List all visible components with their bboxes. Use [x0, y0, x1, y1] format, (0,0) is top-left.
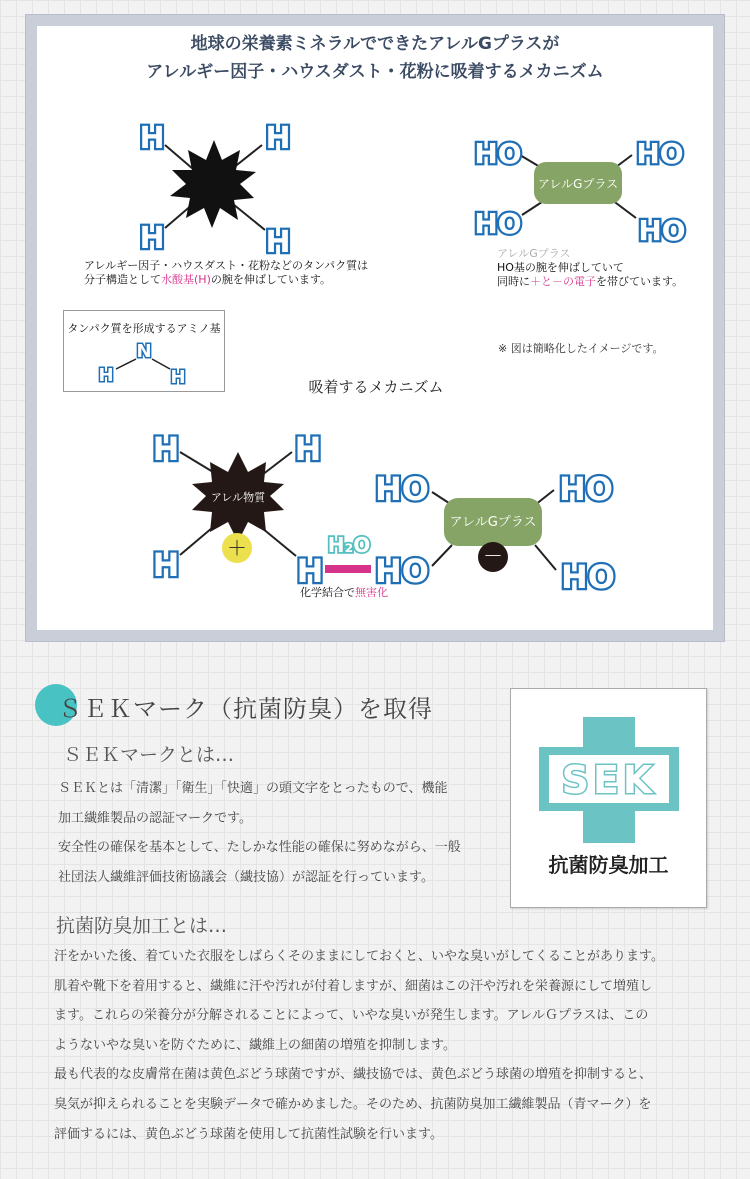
allergen-caption-line2: 分子構造として水酸基(H)の腕を伸ばしています。 — [84, 273, 331, 286]
atom-h: H — [152, 546, 180, 584]
atom-ho: HO — [474, 137, 522, 170]
bond-line — [152, 359, 170, 369]
atom-h: H — [139, 221, 165, 256]
atom-h: H — [296, 552, 324, 590]
atom-ho: HO — [561, 558, 615, 596]
allelg-label: アレルGプラス — [449, 515, 537, 530]
atom-h: H — [265, 121, 291, 156]
sek-what-paragraph — [58, 774, 461, 892]
bond-line — [262, 452, 292, 475]
bond-line — [612, 200, 636, 218]
allelg-molecule — [474, 137, 685, 247]
diagram-title-line1: 地球の栄養素ミネラルでできたアレルGプラスが — [190, 34, 560, 54]
atom-ho: HO — [636, 137, 684, 170]
allelg-caption-line1: HO基の腕を伸ばしていて — [497, 261, 624, 274]
atom-ho: HO — [375, 470, 429, 508]
bond-line — [432, 545, 452, 566]
antibac-line: 肌着や靴下を着用すると、繊維に汗や汚れが付着しますが、細菌はこの汗や汚れを栄養源にして増殖し — [54, 978, 653, 994]
antibac-paragraph — [54, 942, 664, 1149]
bond-line — [180, 528, 212, 555]
atom-h: H — [98, 365, 114, 386]
antibac-line: 臭気が抑えられることを実験データで確かめました。そのため、抗菌防臭加工繊維製品（青マーク）を — [54, 1096, 652, 1112]
diagram-title-line2: アレルギー因子・ハウスダスト・花粉に吸着するメカニズム — [146, 62, 604, 82]
atom-ho: HO — [375, 552, 429, 590]
atom-h: H — [139, 121, 165, 156]
allergen-label: アレル物質 — [210, 491, 266, 504]
sek-mark-text: SEK — [561, 758, 657, 802]
atom-ho: HO — [638, 214, 686, 247]
sek-what-heading: ＳＥＫマークとは… — [63, 744, 235, 766]
atom-h: H — [265, 225, 291, 260]
atom-ho: HO — [474, 207, 522, 240]
image-note: ※ 図は簡略化したイメージです。 — [498, 342, 664, 355]
bond-line — [262, 528, 296, 556]
amino-group-diagram — [64, 311, 224, 391]
mechanism-title: 吸着するメカニズム — [308, 378, 444, 396]
atom-n: N — [136, 341, 152, 362]
hydroxyl-highlight: 水酸基(H) — [161, 273, 211, 286]
atom-h: H — [294, 430, 322, 468]
amino-label: タンパク質を形成するアミノ基 — [67, 322, 221, 335]
allelg-caption-title: アレルGプラス — [497, 247, 571, 260]
antibac-line: 汗をかいた後、着ていた衣服をしばらくそのままにしておくと、いやな臭いがしてくることがあります。 — [54, 949, 664, 964]
plus-sign: ＋ — [227, 536, 247, 560]
atom-h: H — [152, 430, 180, 468]
allergen-caption-line1: アレルギー因子・ハウスダスト・花粉などのタンパク質は — [84, 259, 369, 272]
allergen-molecule — [139, 121, 290, 260]
water-bond — [325, 565, 371, 573]
bond-line — [116, 359, 136, 369]
allelg-reaction — [375, 470, 615, 596]
sek-what-line: 安全性の確保を基本として、たしかな性能の確保に努めながら、一般 — [58, 840, 461, 855]
bond-line — [535, 545, 556, 570]
sek-mark-icon — [511, 689, 706, 849]
atom-ho: HO — [559, 470, 613, 508]
antibac-line: 最も代表的な皮膚常在菌は黄色ぶどう球菌ですが、繊技協では、黄色ぶどう球菌の増殖を抑制すると、 — [54, 1067, 653, 1083]
antibac-heading: 抗菌防臭加工とは… — [56, 915, 228, 937]
sek-what-line: 加工繊維製品の認証マークです。 — [58, 810, 252, 826]
water-label: H₂O — [327, 533, 371, 557]
electron-highlight: ＋と－の電子 — [530, 275, 596, 288]
atom-h: H — [170, 367, 186, 388]
allergen-reaction — [153, 430, 324, 590]
antibac-line: ようないやな臭いを防ぐために、繊維上の細菌の増殖を抑制します。 — [54, 1037, 456, 1053]
sek-card-label: 抗菌防臭加工 — [548, 853, 669, 877]
harmless-highlight: 無害化 — [355, 586, 388, 599]
antibac-line: 評価するには、黄色ぶどう球菌を使用して抗菌性試験を行います。 — [54, 1126, 443, 1142]
sek-heading: ＳＥＫマーク（抗菌防臭）を取得 — [58, 695, 433, 723]
allergen-star-icon — [170, 140, 256, 228]
sek-what-line: 社団法人繊維評価技術協議会（繊技協）が認証を行っています。 — [58, 869, 434, 885]
sek-what-line: ＳＥＫとは「清潔」「衛生」「快適」の頭文字をとったもので、機能 — [58, 781, 448, 796]
reaction-caption: 化学結合で無害化 — [300, 586, 388, 599]
minus-sign: － — [483, 544, 503, 568]
allelg-label: アレルGプラス — [537, 177, 619, 191]
allelg-caption-line2: 同時に＋と－の電子を帯びています。 — [497, 275, 684, 288]
amino-group-box — [63, 310, 225, 392]
sek-mark-card — [510, 688, 707, 908]
antibac-line: ます。これらの栄養分が分解されることによって、いやな臭いが発生します。アレルＧプラスは、この — [54, 1008, 649, 1024]
